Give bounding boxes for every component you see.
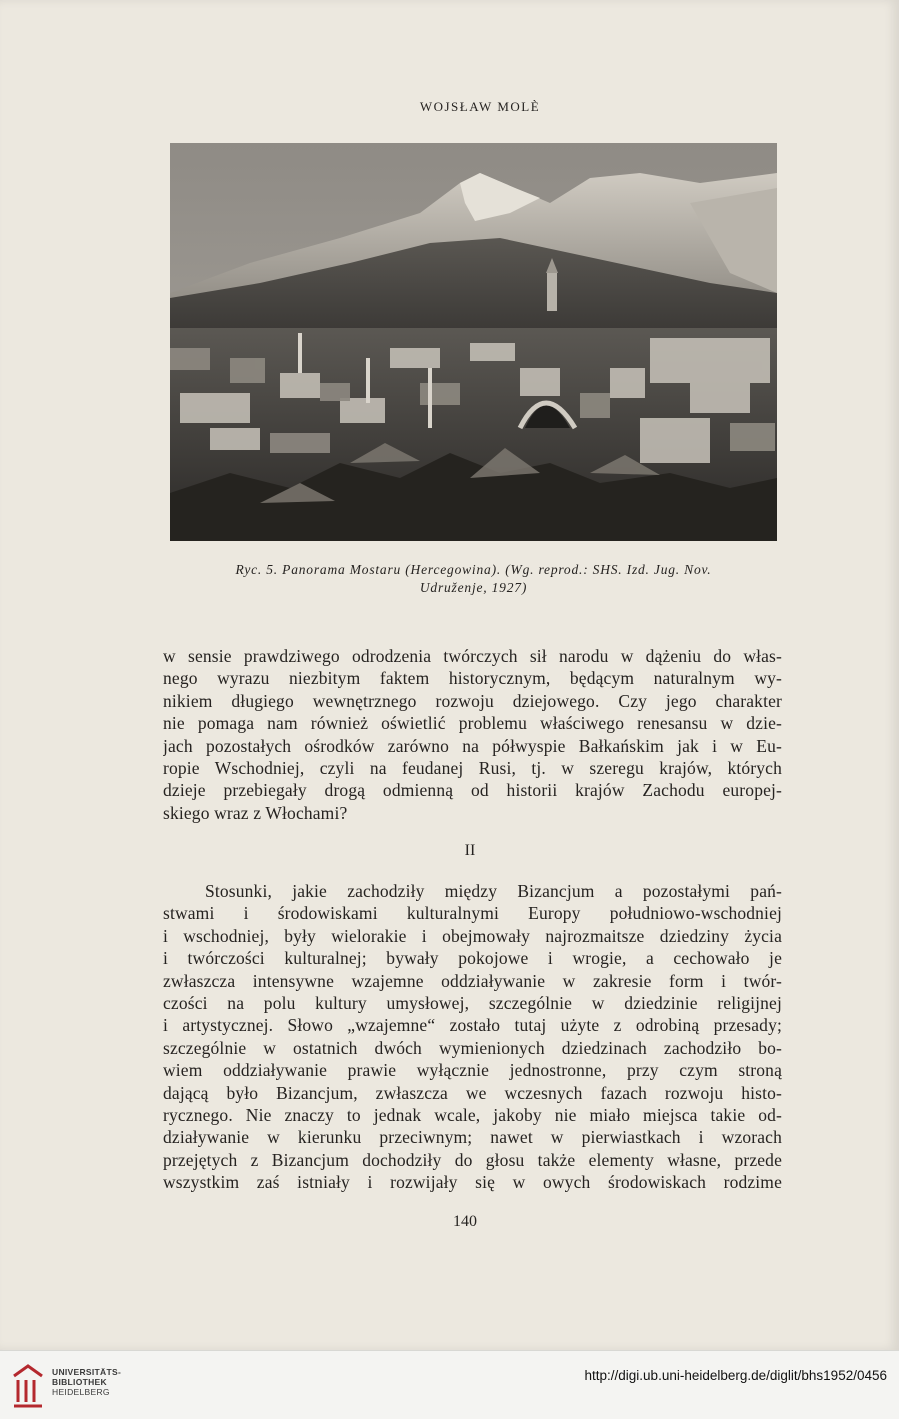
text-line: szczególnie w ostatnich dwóch wymienionych dziedzinach zachodziło bo-: [163, 1037, 782, 1058]
paragraph-1: [163, 645, 782, 824]
text-line: nie pomaga nam również oświetlić problemu właściwego renesansu w dzie-: [163, 713, 782, 734]
text-line: skiego wraz z Włochami?: [163, 802, 348, 823]
text-line: dzieje przebiegały drogą odmienną od historii krajów Zachodu europej-: [163, 780, 782, 801]
text-line: stwami i środowiskami kulturalnymi Europy południowo-wschodniej: [163, 903, 782, 924]
library-name-line-3: HEIDELBERG: [52, 1387, 110, 1397]
permalink-url[interactable]: http://digi.ub.uni-heidelberg.de/diglit/bhs1952/0456: [584, 1368, 887, 1383]
text-line: nikiem długiego wewnętrznego rozwoju dziejowego. Czy jego charakter: [163, 690, 782, 711]
text-line: przejętych z Bizancjum dochodziły do głosu także elementy własne, przede: [163, 1149, 782, 1170]
digital-library-footer: [0, 1350, 899, 1419]
text-line: rycznego. Nie znaczy to jednak wcale, jakoby nie miało miejsca takie od-: [163, 1104, 782, 1125]
caption-line-1: Ryc. 5. Panorama Mostaru (Hercegowina). (Wg. reprod.: SHS. Izd. Jug. Nov.: [235, 562, 712, 577]
mostar-panorama-photo: [170, 143, 777, 541]
library-name: [52, 1367, 121, 1397]
text-line: Stosunki, jakie zachodziły między Bizancjum a pozostałymi pań-: [205, 881, 782, 901]
photo-illustration: [170, 143, 777, 541]
text-line: działywanie w kierunku przeciwnym; nawet w pierwiastkach i wzorach: [163, 1127, 782, 1148]
text-line: wszystkim zaś istniały i rozwijały się w owych środowiskach rodzime: [163, 1172, 782, 1193]
figure-caption: [170, 561, 777, 597]
caption-line-2: Udruženje, 1927): [419, 580, 528, 595]
text-line: wiem oddziaływanie prawie wyłącznie jednostronne, przy czym stroną: [163, 1060, 782, 1081]
text-line: jach pozostałych ośrodków zarówno na półwyspie Bałkańskim jak i w Eu-: [163, 735, 782, 756]
paragraph-2: [163, 880, 782, 1193]
page-number: 140: [453, 1213, 477, 1230]
text-line: i twórczości kulturalnej; bywały pokojowe i wrogie, a cechowało je: [163, 948, 782, 969]
running-header: WOJSŁAW MOLÈ: [419, 99, 541, 114]
text-line: i wschodniej, były wielorakie i obejmowały najrozmaitsze dziedziny życia: [163, 925, 782, 946]
text-line: zwłaszcza intensywne wzajemne oddziaływanie w zakresie form i twór-: [163, 970, 782, 991]
text-line: nego wyrazu niezbitym faktem historycznym, będącym naturalnym wy-: [163, 668, 782, 689]
library-logo-icon: [10, 1362, 46, 1410]
text-line: i artystycznej. Słowo „wzajemne“ zostało tutaj użyte z odrobiną przesady;: [163, 1015, 782, 1036]
library-name-line-2: BIBLIOTHEK: [52, 1377, 107, 1387]
text-line: ropie Wschodniej, czyli na feudanej Rusi, tj. w szeregu krajów, których: [163, 757, 782, 778]
text-line: w sensie prawdziwego odrodzenia twórczych sił narodu w dążeniu do włas-: [163, 646, 782, 666]
text-line: czości na polu kultury umysłowej, szczególnie w dziedzinie religijnej: [163, 992, 782, 1013]
text-line: dającą było Bizancjum, zwłaszcza we wczesnych fazach rozwoju histo-: [163, 1082, 782, 1103]
library-name-line-1: UNIVERSITÄTS-: [52, 1367, 122, 1377]
section-heading: II: [464, 842, 476, 859]
